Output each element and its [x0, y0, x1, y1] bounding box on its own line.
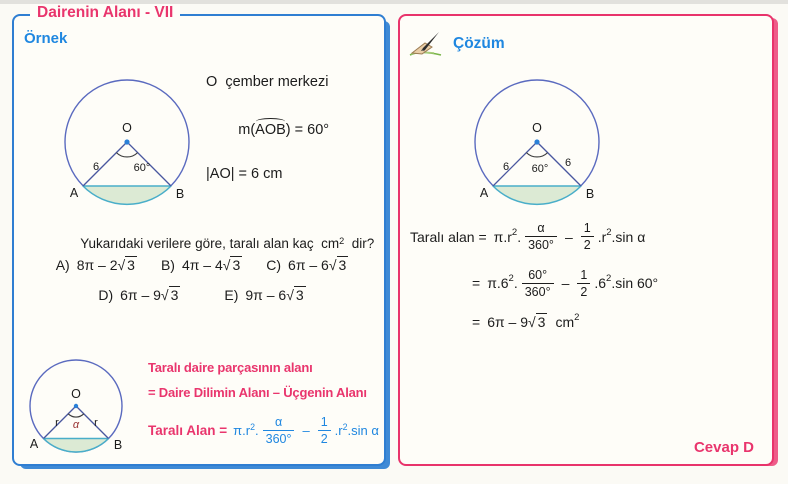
option-a	[56, 256, 137, 273]
question-sup: 2	[339, 235, 345, 246]
f-frac1-den: 360°	[263, 430, 295, 447]
f-sup2: 2	[342, 421, 348, 432]
radius-oa	[44, 406, 77, 439]
f-minus: –	[302, 423, 310, 439]
radius-left-label: 6	[502, 161, 510, 173]
shaded-segment	[83, 186, 171, 204]
s1-term1: π.r	[493, 228, 512, 245]
s1-frac2-num: 1	[583, 221, 591, 235]
f-frac2	[318, 414, 331, 448]
point-label-a: A	[29, 437, 39, 451]
option-a-letter: A)	[55, 257, 70, 273]
s1-term3: .sin α	[611, 228, 646, 245]
step3-label: =	[472, 313, 481, 330]
s1-frac2-den: 2	[581, 236, 594, 253]
option-e-expr: 9π – 6√	[245, 287, 294, 303]
solution-circle-figure	[462, 70, 612, 218]
s1-dot: .	[517, 228, 522, 245]
arc-measure-suffix: ) = 60°	[285, 122, 330, 138]
radius-right-label: 6	[564, 157, 572, 169]
segment-area-formula	[233, 414, 379, 448]
rule-formula-row	[148, 414, 379, 448]
option-e-letter: E)	[224, 287, 239, 303]
s2-term1: π.6	[487, 275, 509, 292]
f-sup1: 2	[250, 421, 255, 432]
step1-label: Taralı alan =	[410, 228, 487, 245]
step2-formula	[487, 267, 658, 301]
s2-frac1	[522, 267, 554, 301]
point-label-b: B	[585, 187, 595, 201]
step3-unit: cm	[555, 313, 575, 330]
s2-frac1-den: 360°	[522, 283, 554, 300]
point-label-b: B	[113, 438, 123, 452]
center-label: O	[122, 121, 132, 135]
radius-right-label: r	[94, 417, 98, 429]
rule-note	[148, 360, 379, 448]
option-d-expr: 6π – 9√	[120, 287, 169, 303]
option-e-radicand: 3	[295, 287, 304, 303]
angle-arc	[526, 153, 547, 157]
option-e	[224, 286, 305, 303]
s1-frac1-num: α	[537, 221, 545, 235]
f-frac1-num: α	[274, 415, 283, 429]
options-row-1	[30, 256, 374, 273]
solution-step-3	[472, 313, 658, 330]
option-c-radicand: 3	[338, 257, 347, 273]
radius-oa	[83, 142, 127, 186]
solution-step-1	[410, 220, 658, 254]
step3-radicand: 3	[537, 314, 546, 330]
arc-measure-prefix: m(	[238, 122, 256, 138]
writing-hand-icon	[408, 30, 444, 58]
rule-line-2: = Daire Dilimin Alanı – Üçgenin Alanı	[148, 385, 367, 400]
s2-frac2-num: 1	[580, 267, 588, 282]
step3-unit-sup: 2	[574, 311, 580, 323]
alpha-label: α	[72, 419, 80, 431]
arc-aob: AOB	[255, 122, 286, 138]
f-frac1	[263, 414, 295, 448]
given-info	[206, 74, 329, 194]
option-b-radicand: 3	[232, 257, 241, 273]
s2-minus: –	[561, 275, 570, 292]
f-frac2-num: 1	[320, 415, 328, 429]
solution-step-2	[472, 267, 658, 301]
option-a-radicand: 3	[127, 257, 135, 273]
solution-header	[408, 30, 505, 58]
given-line-2	[206, 102, 329, 154]
s1-frac2	[581, 220, 594, 254]
step1-formula	[494, 220, 646, 254]
s1-sup1: 2	[511, 226, 518, 238]
option-d	[98, 286, 180, 303]
shaded-segment	[44, 439, 109, 452]
center-dot	[74, 404, 78, 408]
s1-minus: –	[564, 228, 573, 245]
f-term2: .r	[334, 423, 343, 439]
s2-dot: .	[513, 275, 518, 292]
rule-line-1: Taralı daire parçasının alanı	[148, 360, 313, 375]
radius-value-label: 6	[92, 161, 100, 173]
rule-formula-label: Taralı Alan =	[148, 423, 228, 439]
angle-label: 60°	[531, 163, 549, 175]
s1-sup2: 2	[606, 226, 612, 238]
radius-left-label: r	[55, 417, 59, 429]
s2-frac2	[577, 267, 590, 301]
point-label-a: A	[69, 186, 79, 200]
s1-term2: .r	[597, 228, 607, 245]
question-post: dir?	[344, 236, 375, 251]
center-dot	[124, 139, 129, 144]
f-term3: .sin α	[347, 423, 379, 439]
solution-label: Çözüm	[453, 35, 505, 52]
s2-frac2-den: 2	[577, 283, 590, 300]
option-a-expr: 8π – 2√	[76, 257, 126, 273]
s2-term3: .sin 60°	[611, 275, 659, 292]
s2-frac1-num: 60°	[528, 267, 548, 282]
formula-circle-figure	[20, 352, 132, 464]
point-label-b: B	[175, 187, 185, 201]
answer-badge: Cevap D	[693, 439, 754, 456]
s1-frac1	[525, 220, 557, 254]
center-label: O	[532, 121, 542, 135]
option-b	[161, 256, 242, 273]
option-b-letter: B)	[160, 257, 175, 273]
step2-label: =	[472, 275, 481, 292]
option-c-letter: C)	[266, 257, 282, 273]
solution-panel	[398, 14, 774, 466]
example-label: Örnek	[24, 30, 68, 47]
angle-label: 60°	[133, 162, 151, 174]
radius-oa	[493, 142, 537, 186]
lesson-title: Dairenin Alanı - VII	[30, 4, 180, 22]
s1-frac1-den: 360°	[525, 236, 557, 253]
shaded-segment	[493, 186, 581, 204]
step3-expr: 6π – 9√	[487, 313, 536, 330]
options-row-2	[30, 286, 374, 303]
s2-term2: .6	[594, 275, 607, 292]
f-frac2-den: 2	[318, 430, 331, 447]
option-d-letter: D)	[98, 287, 114, 303]
option-b-expr: 4π – 4√	[181, 257, 231, 273]
example-circle-figure	[52, 70, 202, 218]
center-label: O	[71, 387, 81, 401]
s2-sup2: 2	[606, 273, 612, 285]
f-term1: π.r	[233, 423, 251, 439]
option-c	[266, 256, 348, 273]
point-label-a: A	[479, 186, 489, 200]
f-dot: .	[255, 423, 259, 439]
option-d-radicand: 3	[170, 287, 179, 303]
given-line-1: O çember merkezi	[206, 74, 329, 90]
angle-arc	[116, 153, 137, 157]
radius-ob	[76, 406, 109, 439]
example-panel	[12, 4, 386, 466]
given-line-3: |AO| = 6 cm	[206, 166, 283, 182]
angle-arc	[68, 414, 84, 417]
center-dot	[534, 139, 539, 144]
solution-steps	[410, 220, 658, 330]
question-pre: Yukarıdaki verilere göre, taralı alan kaç cm	[80, 236, 340, 251]
s2-sup1: 2	[508, 273, 514, 285]
option-c-expr: 6π – 6√	[288, 257, 337, 273]
